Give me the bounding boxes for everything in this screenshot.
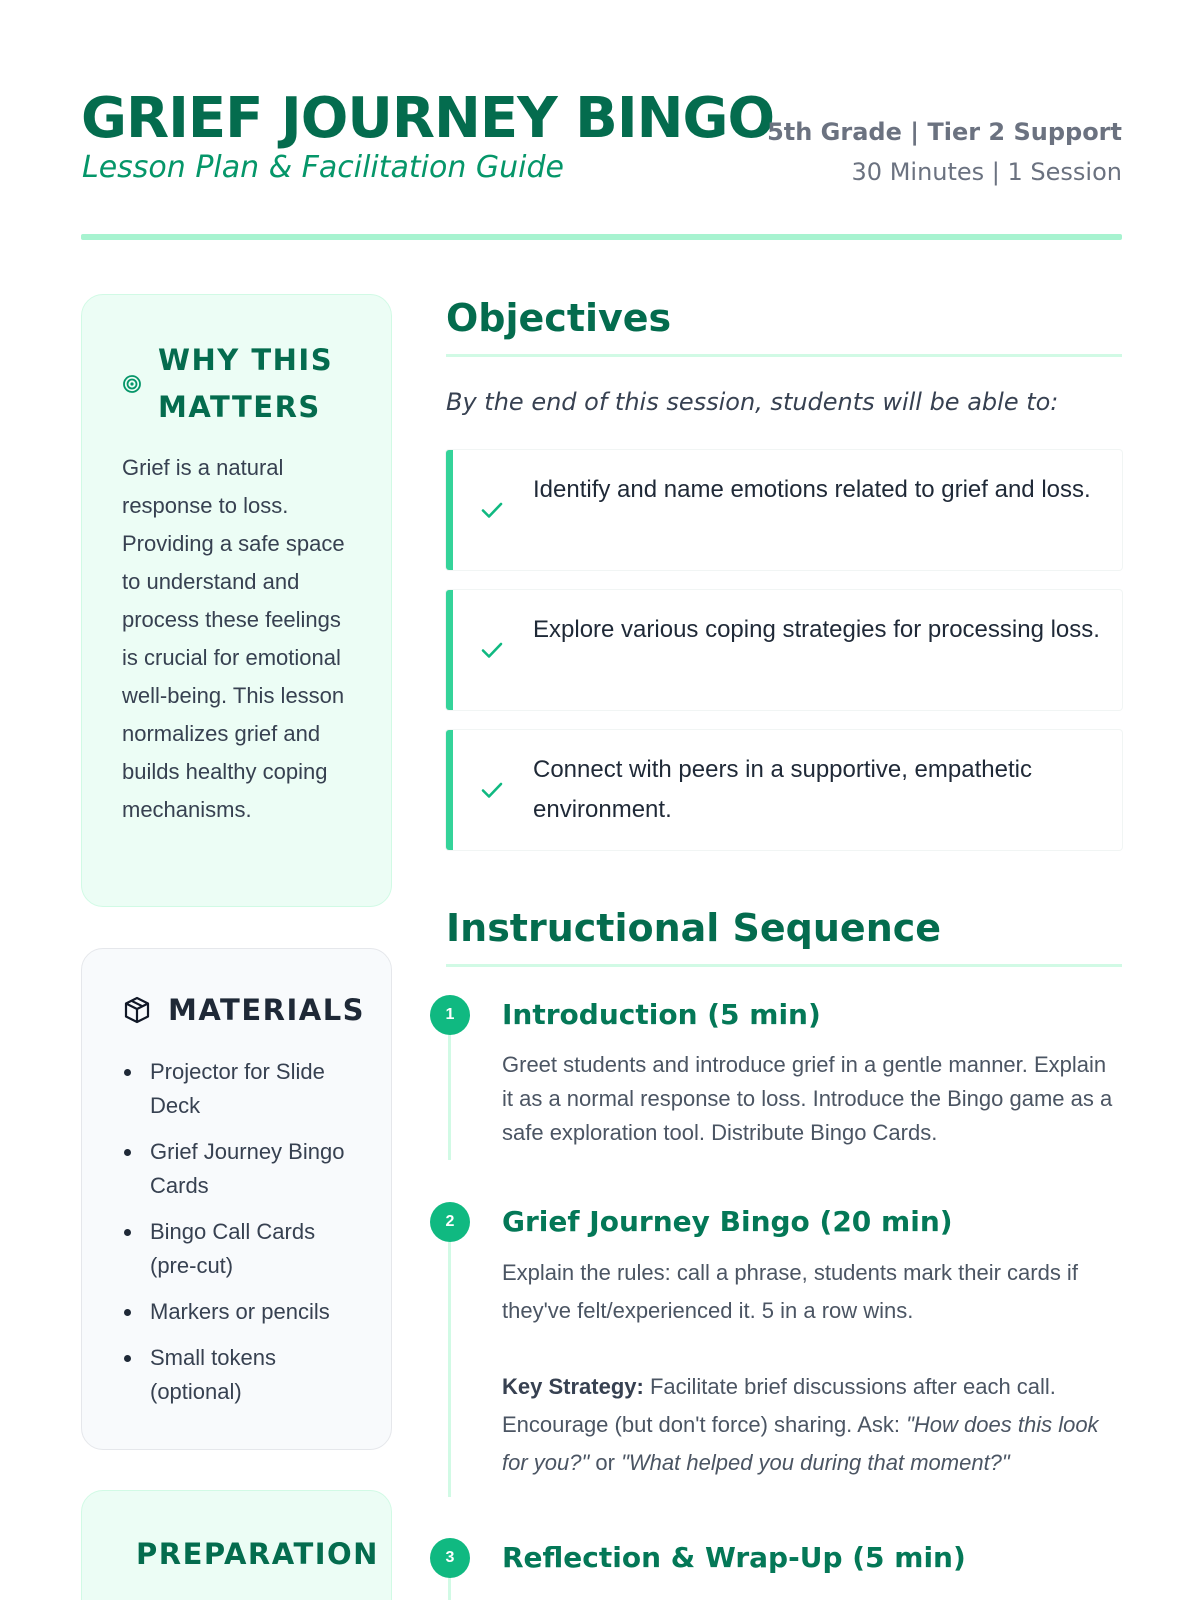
prompt-quote: "What helped you during that moment?" [621, 1450, 1010, 1475]
materials-card [81, 948, 392, 1450]
objective-item [446, 450, 1122, 570]
box-icon [122, 995, 152, 1025]
why-this-matters-text: Grief is a natural response to loss. Providing a safe space to understand and process these feelings is crucial for emotional well-being. This lesson normalizes grief and builds healthy coping mechanisms. [122, 455, 345, 822]
instructional-sequence-title: Instructional Sequence [446, 906, 942, 950]
step-title: Grief Journey Bingo (20 min) [502, 1205, 953, 1238]
timeline-connector [448, 1222, 451, 1497]
step-title: Reflection & Wrap-Up (5 min) [502, 1541, 966, 1574]
page-title: GRIEF JOURNEY BINGO [81, 86, 775, 151]
preparation-title: PREPARATION [136, 1537, 379, 1571]
objective-text: Explore various coping strategies for processing loss. [533, 616, 1100, 643]
materials-list [122, 1055, 362, 1421]
step-number-badge: 1 [430, 995, 470, 1035]
step-rules-text: Explain the rules: call a phrase, students mark their cards if they've felt/experienced it. 5 in a row wins. [502, 1260, 1078, 1323]
preparation-card [81, 1490, 392, 1600]
page-subtitle: Lesson Plan & Facilitation Guide [82, 150, 565, 185]
prompt-connector: or [589, 1450, 622, 1475]
check-icon [475, 773, 509, 807]
prompt-quote: "How does this look for you?" [502, 1412, 1099, 1475]
lesson-plan-page [81, 0, 1122, 1600]
step-number-badge: 3 [430, 1538, 470, 1578]
session-duration: 30 Minutes | 1 Session [851, 158, 1122, 186]
key-strategy-body: Facilitate brief discussions after each call. Encourage (but don't force) sharing. Ask: [502, 1374, 1056, 1437]
step-description: Greet students and introduce grief in a gentle manner. Explain it as a normal response to loss. Introduce the Bingo game as a safe exploration tool. Distribute Bingo Cards. [502, 1052, 1113, 1145]
key-strategy-text [502, 1368, 1122, 1482]
instructional-sequence-divider [446, 964, 1122, 967]
why-this-matters-title: WHY THIS MATTERS [158, 343, 334, 424]
step-number-badge: 2 [430, 1202, 470, 1242]
objective-item [446, 590, 1122, 710]
list-item: Small tokens (optional) [122, 1341, 362, 1409]
objective-text: Identify and name emotions related to grief and loss. [533, 476, 1091, 503]
list-item: Bingo Call Cards (pre-cut) [122, 1215, 362, 1283]
objectives-title: Objectives [446, 296, 672, 340]
objective-text: Connect with peers in a supportive, empathetic environment. [533, 756, 1032, 823]
timeline-connector [448, 1015, 451, 1160]
target-icon [122, 374, 142, 394]
objective-item [446, 730, 1122, 850]
why-this-matters-heading [122, 337, 348, 431]
materials-title: MATERIALS [168, 993, 366, 1027]
objectives-intro: By the end of this session, students will be able to: [446, 388, 1059, 416]
objectives-divider [446, 354, 1122, 357]
step-title: Introduction (5 min) [502, 998, 821, 1031]
page-header [81, 80, 1122, 240]
list-item: Markers or pencils [122, 1295, 362, 1329]
grade-level: 5th Grade | Tier 2 Support [767, 118, 1122, 146]
header-divider [81, 234, 1122, 240]
lesson-meta [767, 118, 1122, 186]
check-icon [475, 633, 509, 667]
key-strategy-label: Key Strategy: [502, 1374, 644, 1399]
step-description [502, 1254, 1122, 1482]
why-this-matters-card [81, 294, 392, 907]
check-icon [475, 493, 509, 527]
materials-heading [122, 993, 365, 1027]
list-item: Projector for Slide Deck [122, 1055, 362, 1123]
list-item: Grief Journey Bingo Cards [122, 1135, 362, 1203]
